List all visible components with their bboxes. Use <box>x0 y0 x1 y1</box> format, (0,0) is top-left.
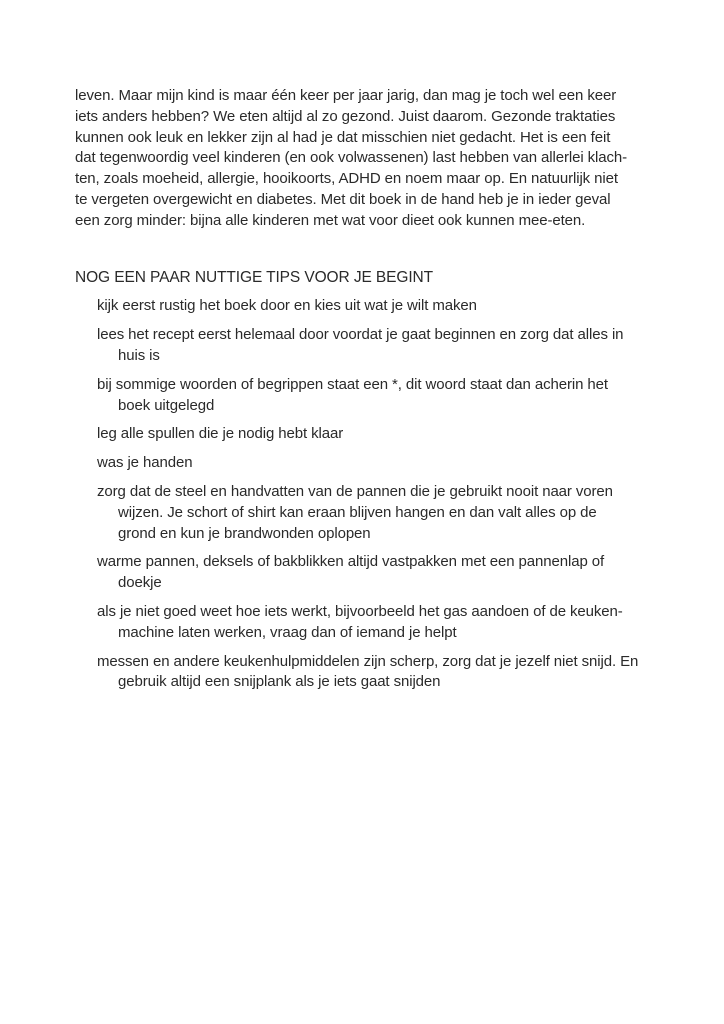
list-item-line: boek uitgelegd <box>118 396 215 414</box>
list-item <box>75 453 666 474</box>
list-item-line: als je niet goed weet hoe iets werkt, bijvoorbeeld het gas aandoen of de keuken- <box>97 602 623 620</box>
list-item <box>75 424 666 445</box>
list-item-line: machine laten werken, vraag dan of iemand je helpt <box>118 623 457 641</box>
list-item-line: gebruik altijd een snijplank als je iets gaat snijden <box>118 673 441 691</box>
paragraph-line: iets anders hebben? We eten altijd al zo gezond. Juist daarom. Gezonde traktaties <box>75 107 616 125</box>
list-item <box>75 325 666 367</box>
paragraph-line: dat tegenwoordig veel kinderen (en ook volwassenen) last hebben van allerlei klach- <box>75 149 628 167</box>
intro-paragraph <box>75 86 666 232</box>
paragraph-line: leven. Maar mijn kind is maar één keer per jaar jarig, dan mag je toch wel een keer <box>75 87 617 104</box>
list-item-line: lees het recept eerst helemaal door voordat je gaat beginnen en zorg dat alles in <box>97 326 624 344</box>
list-item-line: grond en kun je brandwonden oplopen <box>118 524 371 542</box>
list-item <box>75 552 666 594</box>
list-item-line: bij sommige woorden of begrippen staat een *, dit woord staat dan acherin het <box>97 375 608 393</box>
list-item-line: kijk eerst rustig het boek door en kies uit wat je wilt maken <box>97 297 477 315</box>
list-item <box>75 602 666 644</box>
list-item-line: leg alle spullen die je nodig hebt klaar <box>97 425 344 443</box>
list-item-line: warme pannen, deksels of bakblikken altijd vastpakken met een pannenlap of <box>97 553 605 571</box>
paragraph-line: een zorg minder: bijna alle kinderen met wat voor dieet ook kunnen mee-eten. <box>75 211 586 229</box>
list-item-line: doekje <box>118 574 162 592</box>
list-item <box>75 482 666 544</box>
paragraph-line: ten, zoals moeheid, allergie, hooikoorts, ADHD en noem maar op. En natuurlijk niet <box>75 170 618 188</box>
list-item <box>75 652 666 694</box>
list-item <box>75 296 666 317</box>
paragraph-line: kunnen ook leuk en lekker zijn al had je dat misschien niet gedacht. Het is een feit <box>75 128 611 146</box>
list-item-line: zorg dat de steel en handvatten van de pannen die je gebruikt nooit naar voren <box>97 482 613 500</box>
paragraph-line: te vergeten overgewicht en diabetes. Met dit boek in de hand heb je in ieder geval <box>75 190 611 208</box>
list-item-line: was je handen <box>97 454 193 472</box>
section-heading: NOG EEN PAAR NUTTIGE TIPS VOOR JE BEGINT <box>75 268 434 286</box>
list-item-line: messen en andere keukenhulpmiddelen zijn scherp, zorg dat je jezelf niet snijd. En <box>97 652 639 670</box>
list-item <box>75 375 666 417</box>
list-item-line: wijzen. Je schort of shirt kan eraan blijven hangen en dan valt alles op de <box>118 503 597 521</box>
tips-list <box>75 296 666 693</box>
list-item-line: huis is <box>118 346 160 364</box>
